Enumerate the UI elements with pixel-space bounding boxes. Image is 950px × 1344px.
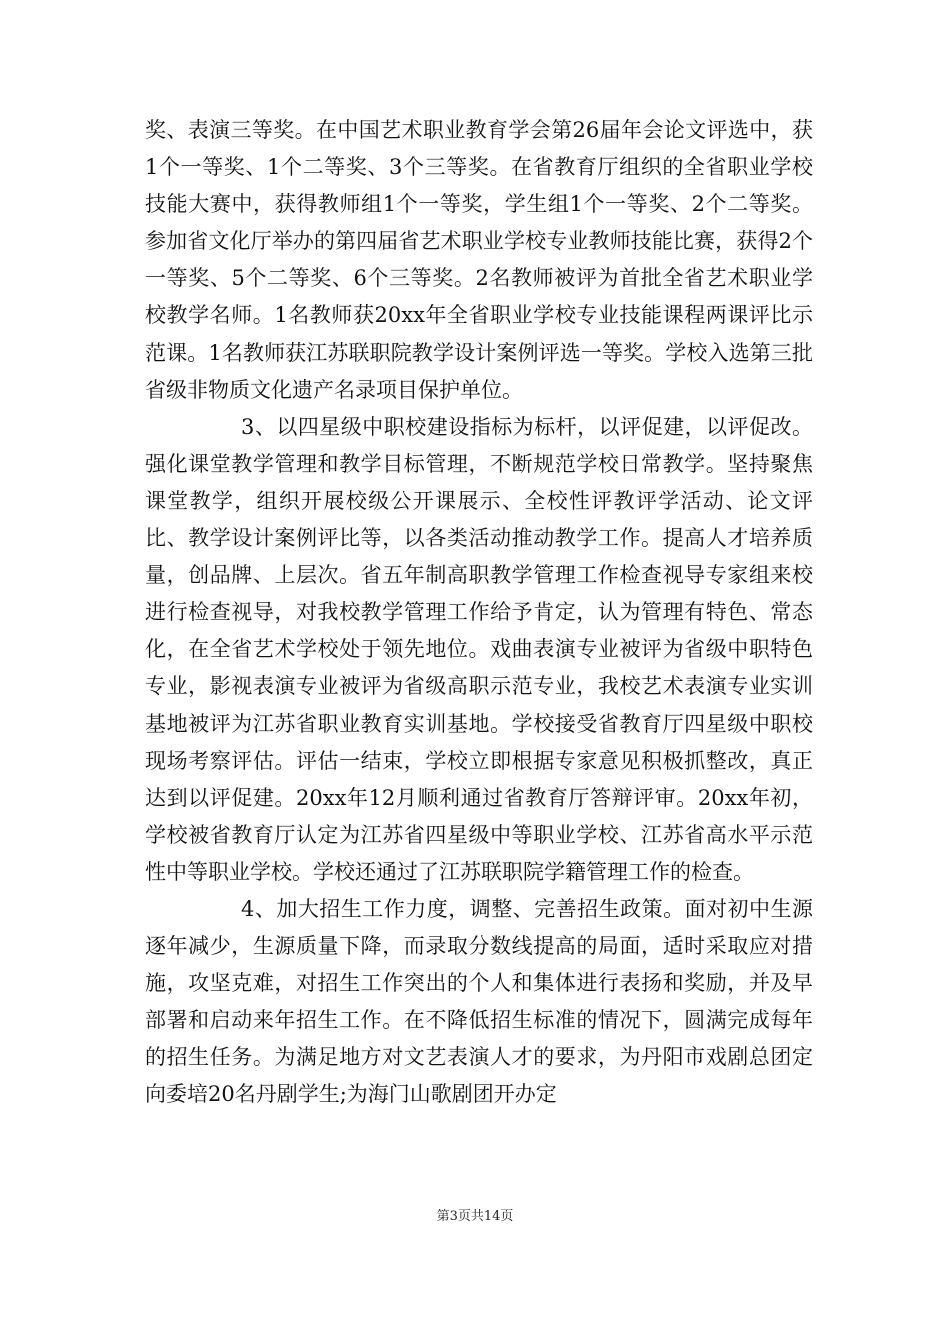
- paragraph-awards-continued: 奖、表演三等奖。在中国艺术职业教育学会第26届年会论文评选中，获1个一等奖、1个二等奖、3个三等奖。在省教育厅组织的全省职业学校技能大赛中，获得教师组1个一等奖，学生组1个一等奖、2个二等奖。参加省文化厅举办的第四届省艺术职业学校专业教师技能比赛，获得2个一等奖、5个二等奖、6个三等奖。2名教师被评为首批全省艺术职业学校教学名师。1名教师获20xx年全省职业学校专业技能课程两课评比示范课。1名教师获江苏联职院教学设计案例评选一等奖。学校入选第三批省级非物质文化遗产名录项目保护单位。: [145, 118, 813, 402]
- paragraph-teaching-evaluation: 3、以四星级中职校建设指标为标杆，以评促建，以评促改。强化课堂教学管理和教学目标管理，不断规范学校日常教学。坚持聚焦课堂教学，组织开展校级公开课展示、全校性评教评学活动、论文评比、教学设计案例评比等，以各类活动推动教学工作。提高人才培养质量，创品牌、上层次。省五年制高职教学管理工作检查视导专家组来校进行检查视导，对我校教学管理工作给予肯定，认为管理有特色、常态化，在全省艺术学校处于领先地位。戏曲表演专业被评为省级中职特色专业，影视表演专业被评为省级高职示范专业，我校艺术表演专业实训基地被评为江苏省职业教育实训基地。学校接受省教育厅四星级中职校现场考察评估。评估一结束，学校立即根据专家意见积极抓整改，真正达到以评促建。20xx年12月顺利通过省教育厅答辩评审。20xx年初，学校被省教育厅认定为江苏省四星级中等职业学校、江苏省高水平示范性中等职业学校。学校还通过了江苏联职院学籍管理工作的检查。: [145, 414, 813, 884]
- paragraph-enrollment: 4、加大招生工作力度，调整、完善招生政策。面对初中生源逐年减少，生源质量下降，而录取分数线提高的局面，适时采取应对措施，攻坚克难，对招生工作突出的个人和集体进行表扬和奖励，并及早部署和启动来年招生工作。在不降低招生标准的情况下，圆满完成每年的招生任务。为满足地方对文艺表演人才的要求，为丹阳市戏剧总团定向委培20名丹剧学生;为海门山歌剧团开办定: [145, 896, 813, 1107]
- page-number-footer: 第3页共14页: [436, 1209, 514, 1224]
- document-body: [145, 112, 813, 1114]
